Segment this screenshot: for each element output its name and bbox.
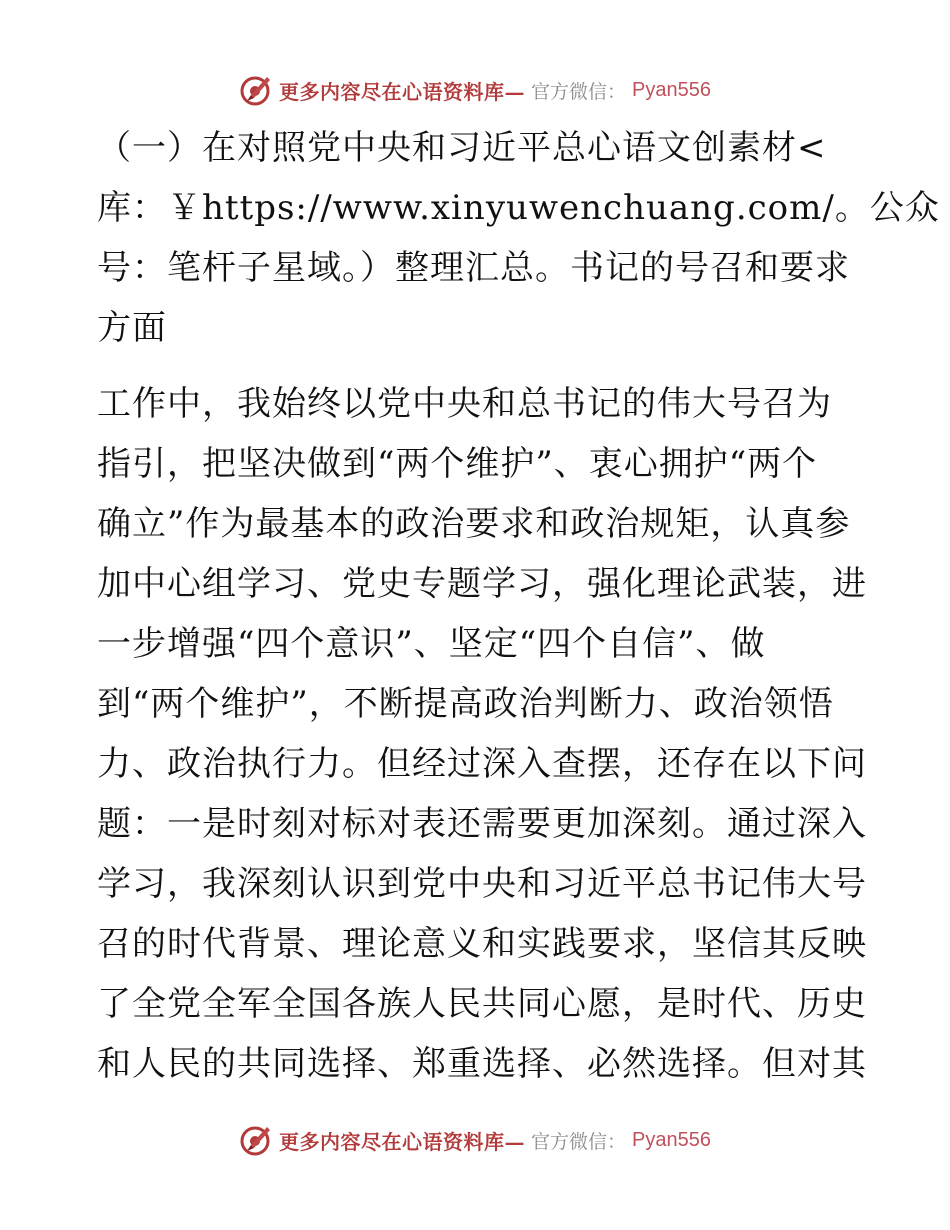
paragraph-line: 力、政治执行力。但经过深入查摆，还存在以下问 bbox=[97, 744, 867, 784]
paragraph-line: 工作中，我始终以党中央和总书记的伟大号召为 bbox=[97, 384, 832, 424]
paragraph-line: 确立”作为最基本的政治要求和政治规矩，认真参 bbox=[97, 504, 851, 544]
banner-wechat-id: Pyan556 bbox=[632, 1128, 711, 1151]
header-banner bbox=[0, 70, 950, 110]
banner-wechat-label: 官方微信： bbox=[531, 80, 627, 103]
banner-label: 更多内容尽在心语资料库— bbox=[279, 1129, 525, 1154]
pen-circle-logo-icon bbox=[239, 1123, 273, 1157]
heading-line: 号：笔杆子星域。）整理汇总。书记的号召和要求 bbox=[97, 248, 850, 288]
paragraph-line: 召的时代背景、理论意义和实践要求，坚信其反映 bbox=[97, 924, 867, 964]
paragraph-line: 和人民的共同选择、郑重选择、必然选择。但对其 bbox=[97, 1044, 867, 1084]
banner-wechat-label: 官方微信： bbox=[531, 1130, 627, 1153]
paragraph-line: 题：一是时刻对标对表还需要更加深刻。通过深入 bbox=[97, 804, 867, 844]
paragraph-line: 到“两个维护”，不断提高政治判断力、政治领悟 bbox=[97, 684, 834, 724]
paragraph-line: 指引，把坚决做到“两个维护”、衷心拥护“两个 bbox=[97, 444, 818, 484]
banner-label: 更多内容尽在心语资料库— bbox=[279, 79, 525, 104]
footer-banner bbox=[0, 1120, 950, 1160]
banner-wechat-id: Pyan556 bbox=[632, 78, 711, 101]
paragraph-line: 加中心组学习、党史专题学习，强化理论武装，进 bbox=[97, 564, 867, 604]
pen-circle-logo-icon bbox=[239, 73, 273, 107]
body-paragraph bbox=[97, 374, 867, 1094]
paragraph-line: 学习，我深刻认识到党中央和习近平总书记伟大号 bbox=[97, 864, 867, 904]
heading-line: 库：￥https://www.xinyuwenchuang.com/。公众 bbox=[97, 188, 940, 228]
heading-line: （一）在对照党中央和习近平总心语文创素材< bbox=[97, 128, 827, 168]
document-body bbox=[97, 118, 940, 1094]
heading-line: 方面 bbox=[97, 308, 167, 348]
paragraph-line: 了全党全军全国各族人民共同心愿，是时代、历史 bbox=[97, 984, 867, 1024]
section-heading bbox=[97, 118, 940, 358]
paragraph-line: 一步增强“四个意识”、坚定“四个自信”、做 bbox=[97, 624, 766, 664]
